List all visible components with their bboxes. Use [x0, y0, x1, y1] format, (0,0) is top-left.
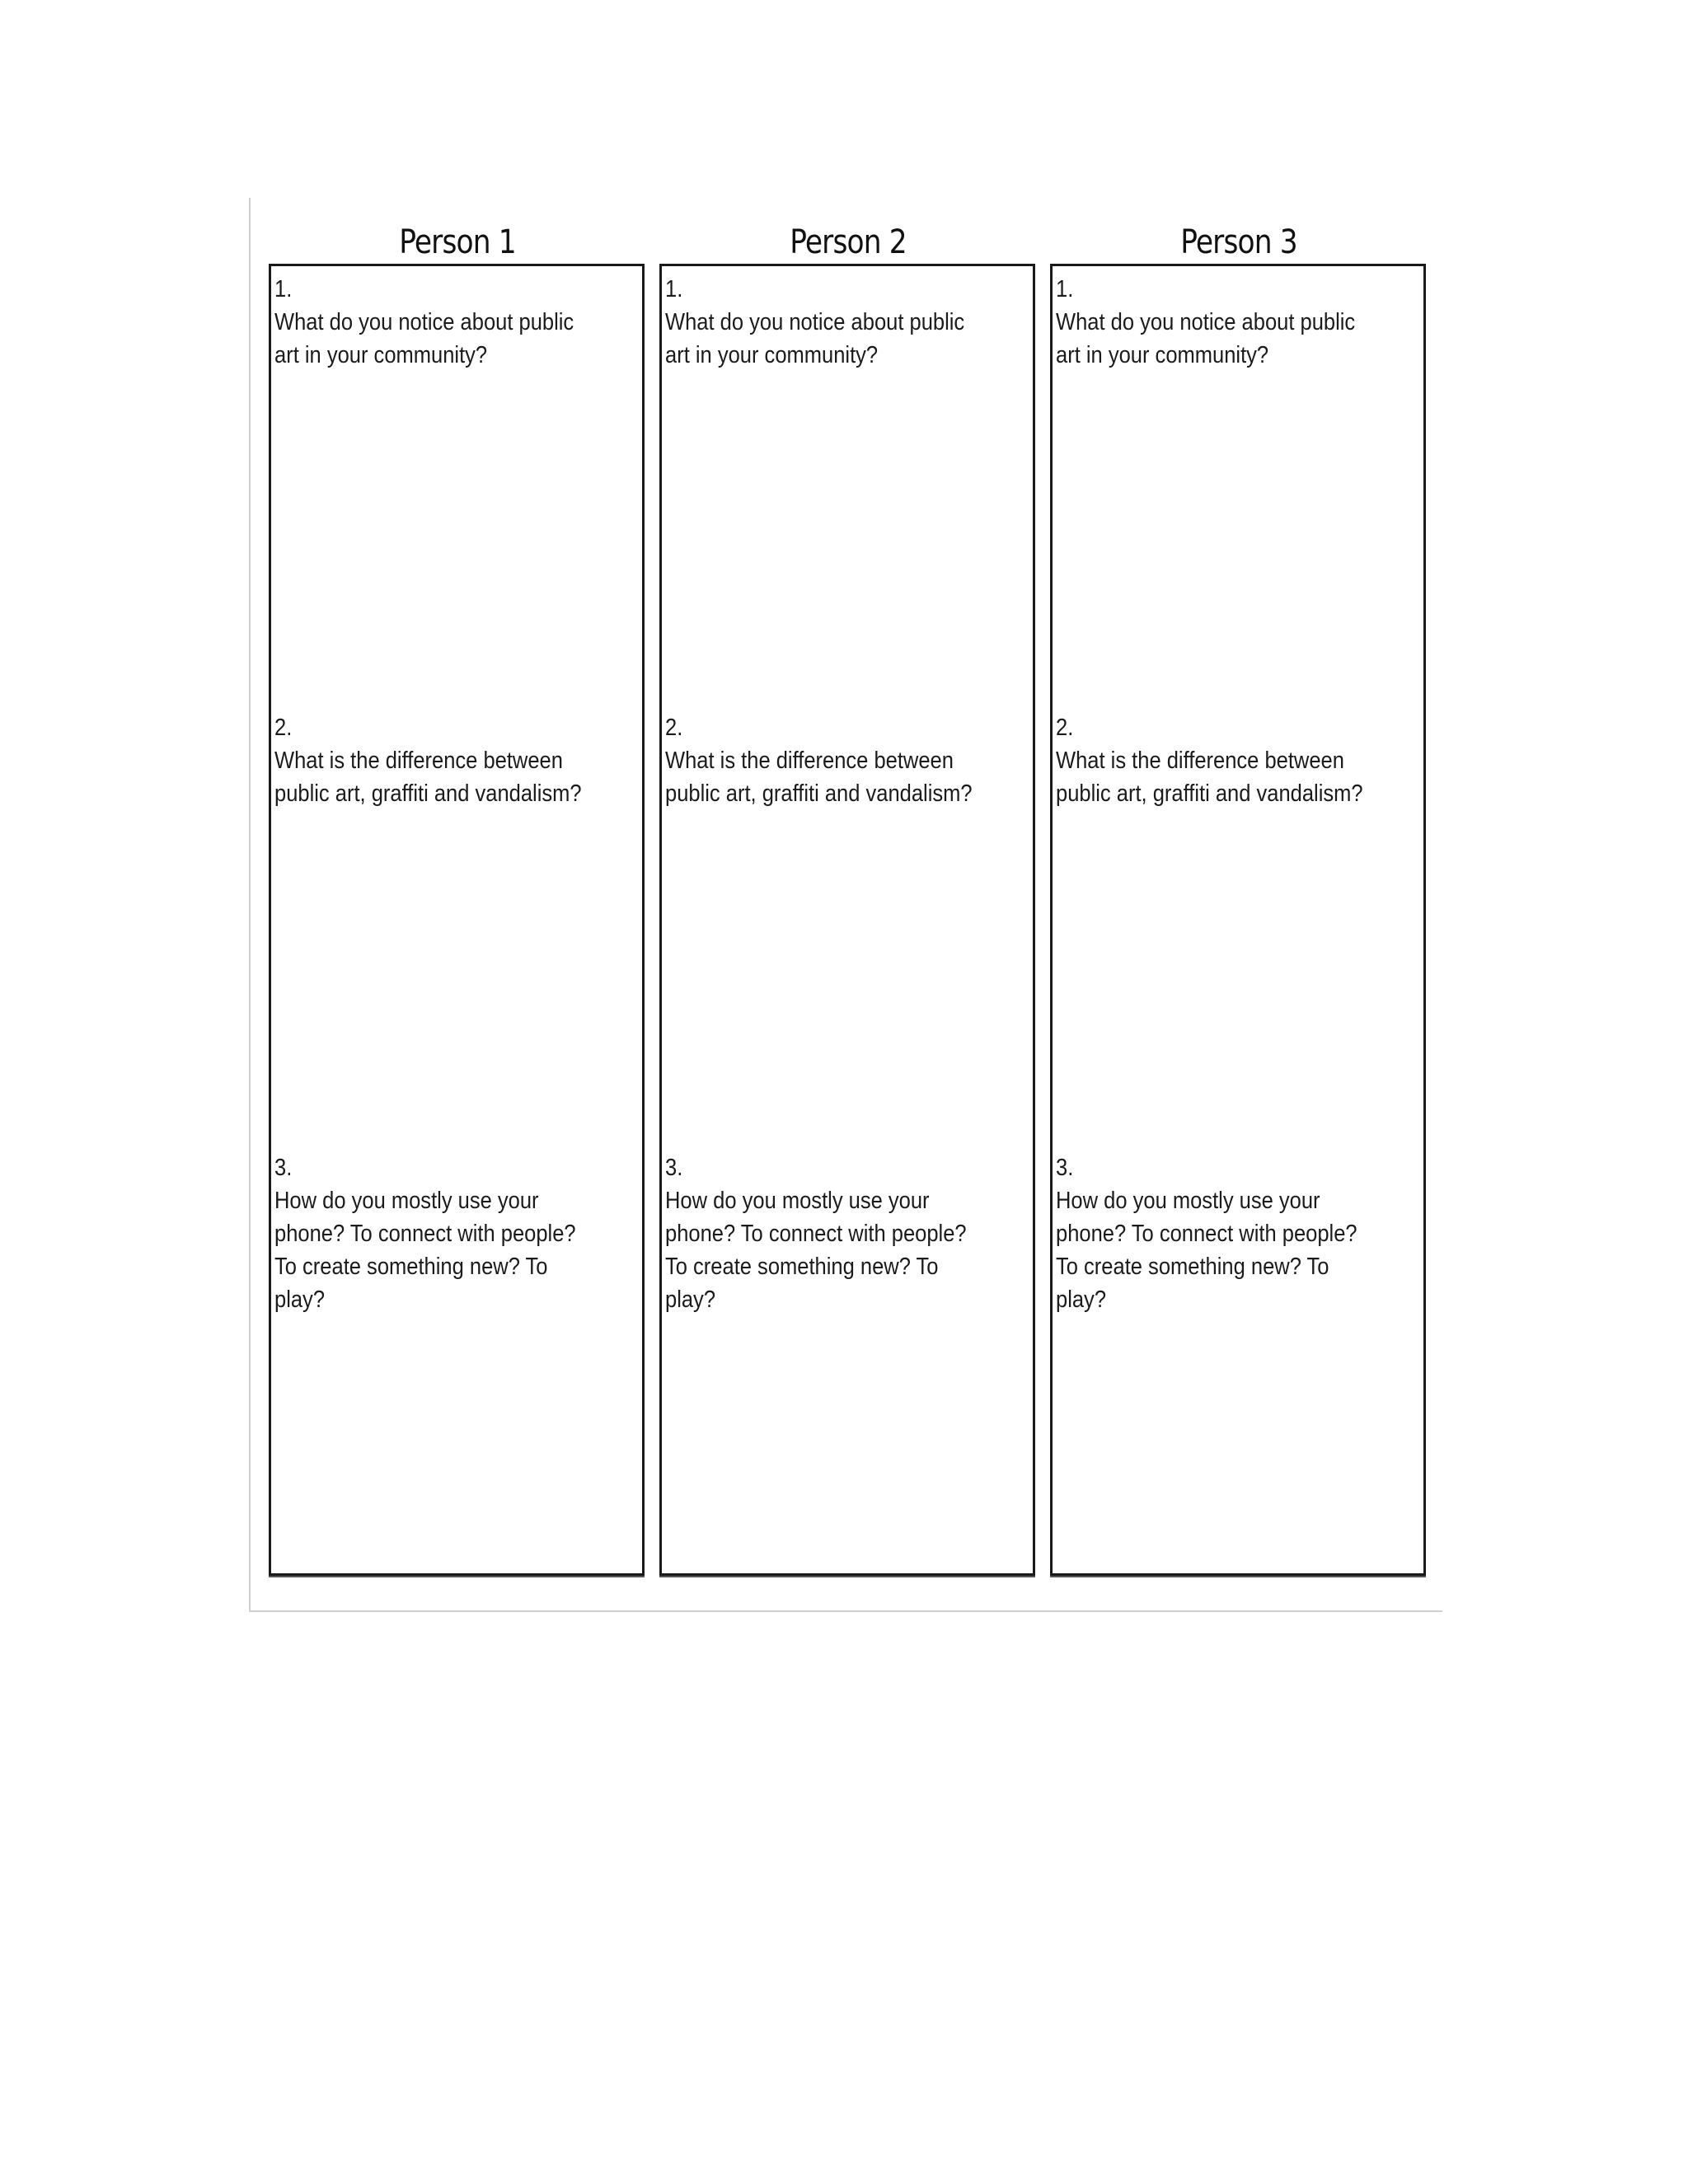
question-3: [665, 1151, 984, 1316]
question-text: How do you mostly use your phone? To connect with people? To create something new? To play?: [665, 1188, 967, 1313]
question-text: What do you notice about public art in your community?: [1056, 309, 1356, 368]
person-2-answer-box: [659, 264, 1035, 1576]
question-text: What is the difference between public art, graffiti and vandalism?: [1056, 748, 1363, 807]
question-2: [274, 711, 593, 810]
worksheet: [249, 198, 1442, 1612]
question-number: 1.: [1056, 276, 1074, 302]
question-3: [274, 1151, 593, 1316]
person-1-heading: Person 1: [399, 223, 516, 261]
question-number: 2.: [274, 715, 293, 741]
person-3-heading: Person 3: [1180, 223, 1297, 261]
question-text: What is the difference between public art, graffiti and vandalism?: [274, 748, 582, 807]
question-number: 3.: [274, 1155, 293, 1181]
question-3: [1056, 1151, 1375, 1316]
question-text: What do you notice about public art in your community?: [274, 309, 574, 368]
person-2-heading: Person 2: [790, 223, 907, 261]
question-text: How do you mostly use your phone? To connect with people? To create something new? To play?: [1056, 1188, 1357, 1313]
question-1: [665, 273, 984, 372]
question-1: [274, 273, 593, 372]
question-number: 1.: [665, 276, 683, 302]
question-text: How do you mostly use your phone? To connect with people? To create something new? To play?: [274, 1188, 576, 1313]
question-2: [665, 711, 984, 810]
question-number: 2.: [665, 715, 683, 741]
question-number: 2.: [1056, 715, 1074, 741]
question-text: What is the difference between public art, graffiti and vandalism?: [665, 748, 973, 807]
person-1-answer-box: [269, 264, 645, 1576]
question-number: 3.: [665, 1155, 683, 1181]
question-2: [1056, 711, 1375, 810]
question-number: 3.: [1056, 1155, 1074, 1181]
question-1: [1056, 273, 1375, 372]
person-3-answer-box: [1050, 264, 1426, 1576]
question-text: What do you notice about public art in your community?: [665, 309, 965, 368]
question-number: 1.: [274, 276, 293, 302]
